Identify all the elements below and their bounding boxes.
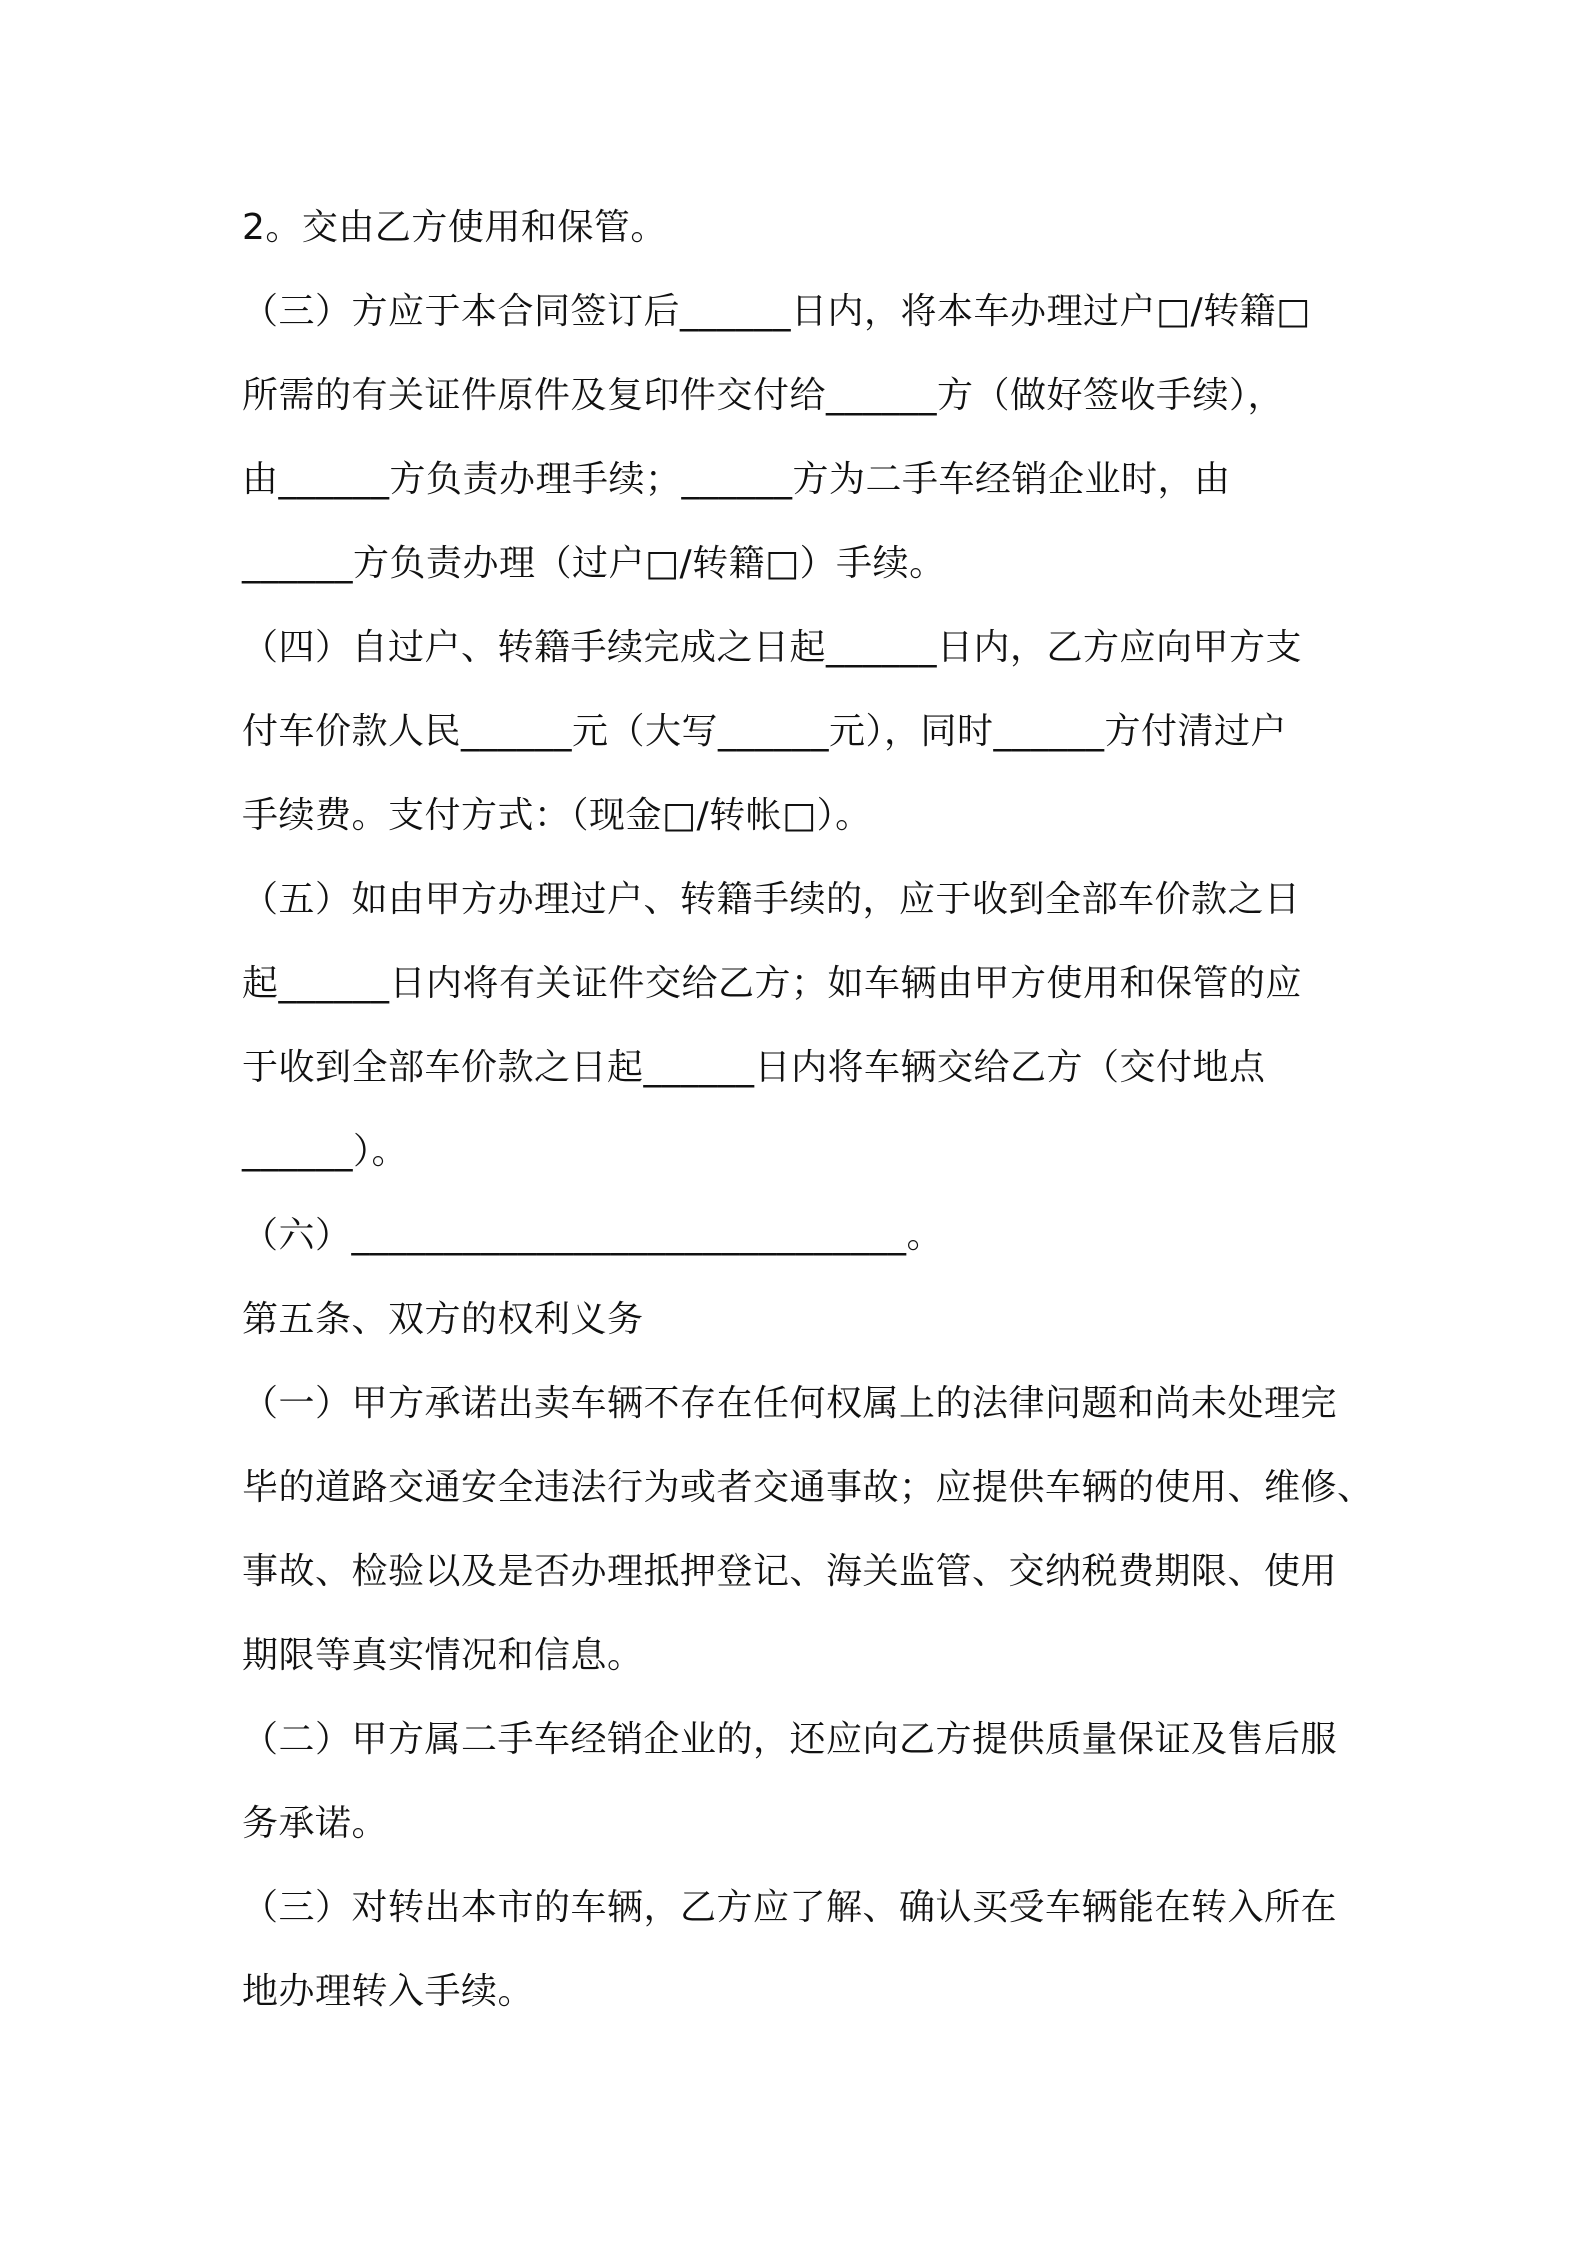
- text-line: ______）。: [242, 1131, 409, 1172]
- text-line: 地办理转入手续。: [242, 1971, 535, 2012]
- text-line: 事故、检验以及是否办理抵押登记、海关监管、交纳税费期限、使用: [242, 1551, 1338, 1592]
- text-line: 所需的有关证件原件及复印件交付给______方（做好签收手续），: [242, 375, 1285, 416]
- text-line: 由______方负责办理手续；______方为二手车经销企业时，由: [242, 459, 1231, 500]
- text-line: （五）如由甲方办理过户、转籍手续的，应于收到全部车价款之日: [242, 879, 1301, 920]
- text-line: （三）方应于本合同签订后______日内，将本车办理过户□/转籍□: [242, 291, 1311, 332]
- text-line: （二）甲方属二手车经销企业的，还应向乙方提供质量保证及售后服: [242, 1719, 1338, 1760]
- text-line: 2。交由乙方使用和保管。: [242, 207, 667, 248]
- text-line: （四）自过户、转籍手续完成之日起______日内，乙方应向甲方支: [242, 627, 1303, 668]
- text-line: 起______日内将有关证件交给乙方；如车辆由甲方使用和保管的应: [242, 963, 1303, 1004]
- text-line: 于收到全部车价款之日起______日内将车辆交给乙方（交付地点: [242, 1047, 1266, 1088]
- text-line: 期限等真实情况和信息。: [242, 1635, 644, 1676]
- text-line: （一）甲方承诺出卖车辆不存在任何权属上的法律问题和尚未处理完: [242, 1383, 1338, 1424]
- text-line: ______方负责办理（过户□/转籍□）手续。: [242, 543, 946, 584]
- text-line: （六）______________________________。: [242, 1215, 944, 1256]
- text-line: （三）对转出本市的车辆，乙方应了解、确认买受车辆能在转入所在: [242, 1887, 1338, 1928]
- text-line: 毕的道路交通安全违法行为或者交通事故；应提供车辆的使用、维修、: [242, 1467, 1374, 1508]
- text-line: 手续费。支付方式：（现金□/转帐□）。: [242, 795, 872, 836]
- text-line: 付车价款人民______元（大写______元），同时______方付清过户: [242, 711, 1288, 752]
- text-line: 务承诺。: [242, 1803, 389, 1844]
- section-heading: 第五条、双方的权利义务: [242, 1299, 644, 1340]
